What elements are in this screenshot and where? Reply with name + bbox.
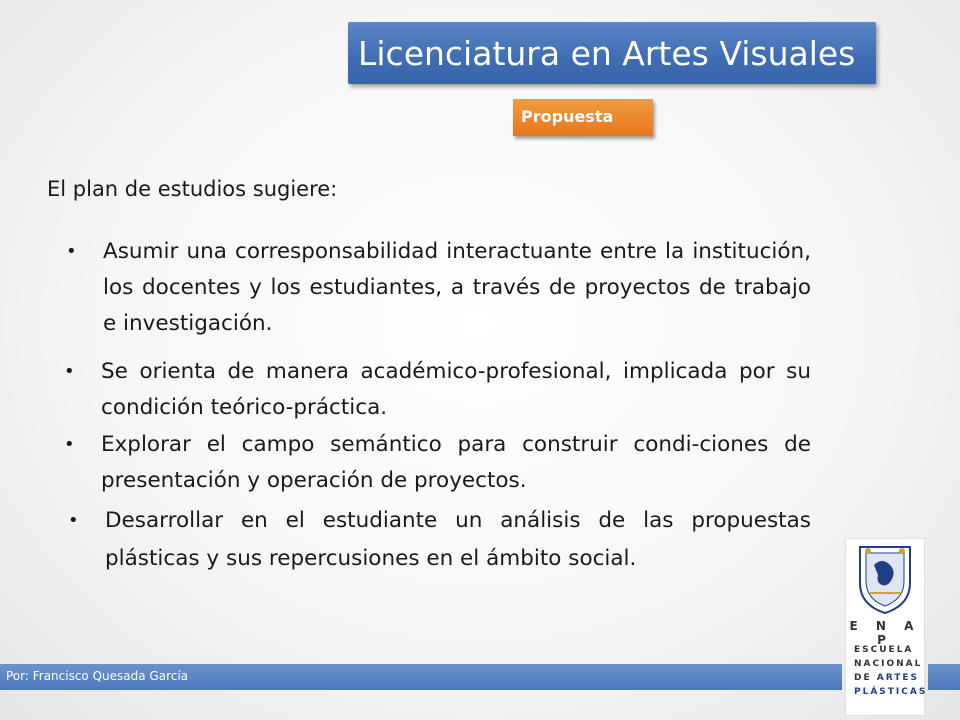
unam-crest-icon — [852, 543, 918, 615]
title-banner — [348, 22, 876, 84]
list-item — [68, 502, 811, 578]
list-item-text: Asumir una corresponsabilidad interactuante entre la institución, los docentes y los estudiantes, a través de proyectos de trabajo e investigación. — [103, 239, 811, 336]
list-item — [64, 354, 811, 426]
logo-school-name: ESCUELA NACIONAL DE ARTES PLÁSTICAS — [854, 645, 928, 697]
list-item-text: Se orienta de manera académico-profesional, implicada por su condición teórico-práctica. — [101, 359, 811, 420]
footer-author: Por: Francisco Quesada García — [6, 669, 189, 683]
bullet-icon: • — [64, 434, 75, 455]
list-item — [66, 234, 811, 342]
bullet-icon: • — [68, 510, 79, 531]
logo-acronym: E N A P — [849, 619, 921, 647]
bullet-icon: • — [66, 241, 77, 262]
section-banner — [513, 99, 653, 136]
list-item — [64, 427, 811, 499]
footer-bar-right — [928, 664, 960, 690]
list-item-text: Desarrollar en el estudiante un análisis de las propuestas plásticas y sus repercusiones en el ámbito social. — [105, 508, 811, 571]
list-item-text: Explorar el campo semántico para construir condi-ciones de presentación y operación de proyectos. — [101, 432, 811, 493]
intro-text: El plan de estudios sugiere: — [47, 177, 338, 201]
section-label: Propuesta — [521, 107, 614, 126]
enap-logo — [845, 538, 928, 716]
slide-title: Licenciatura en Artes Visuales — [358, 34, 856, 73]
bullet-icon: • — [64, 361, 75, 382]
footer-bar — [0, 664, 842, 690]
